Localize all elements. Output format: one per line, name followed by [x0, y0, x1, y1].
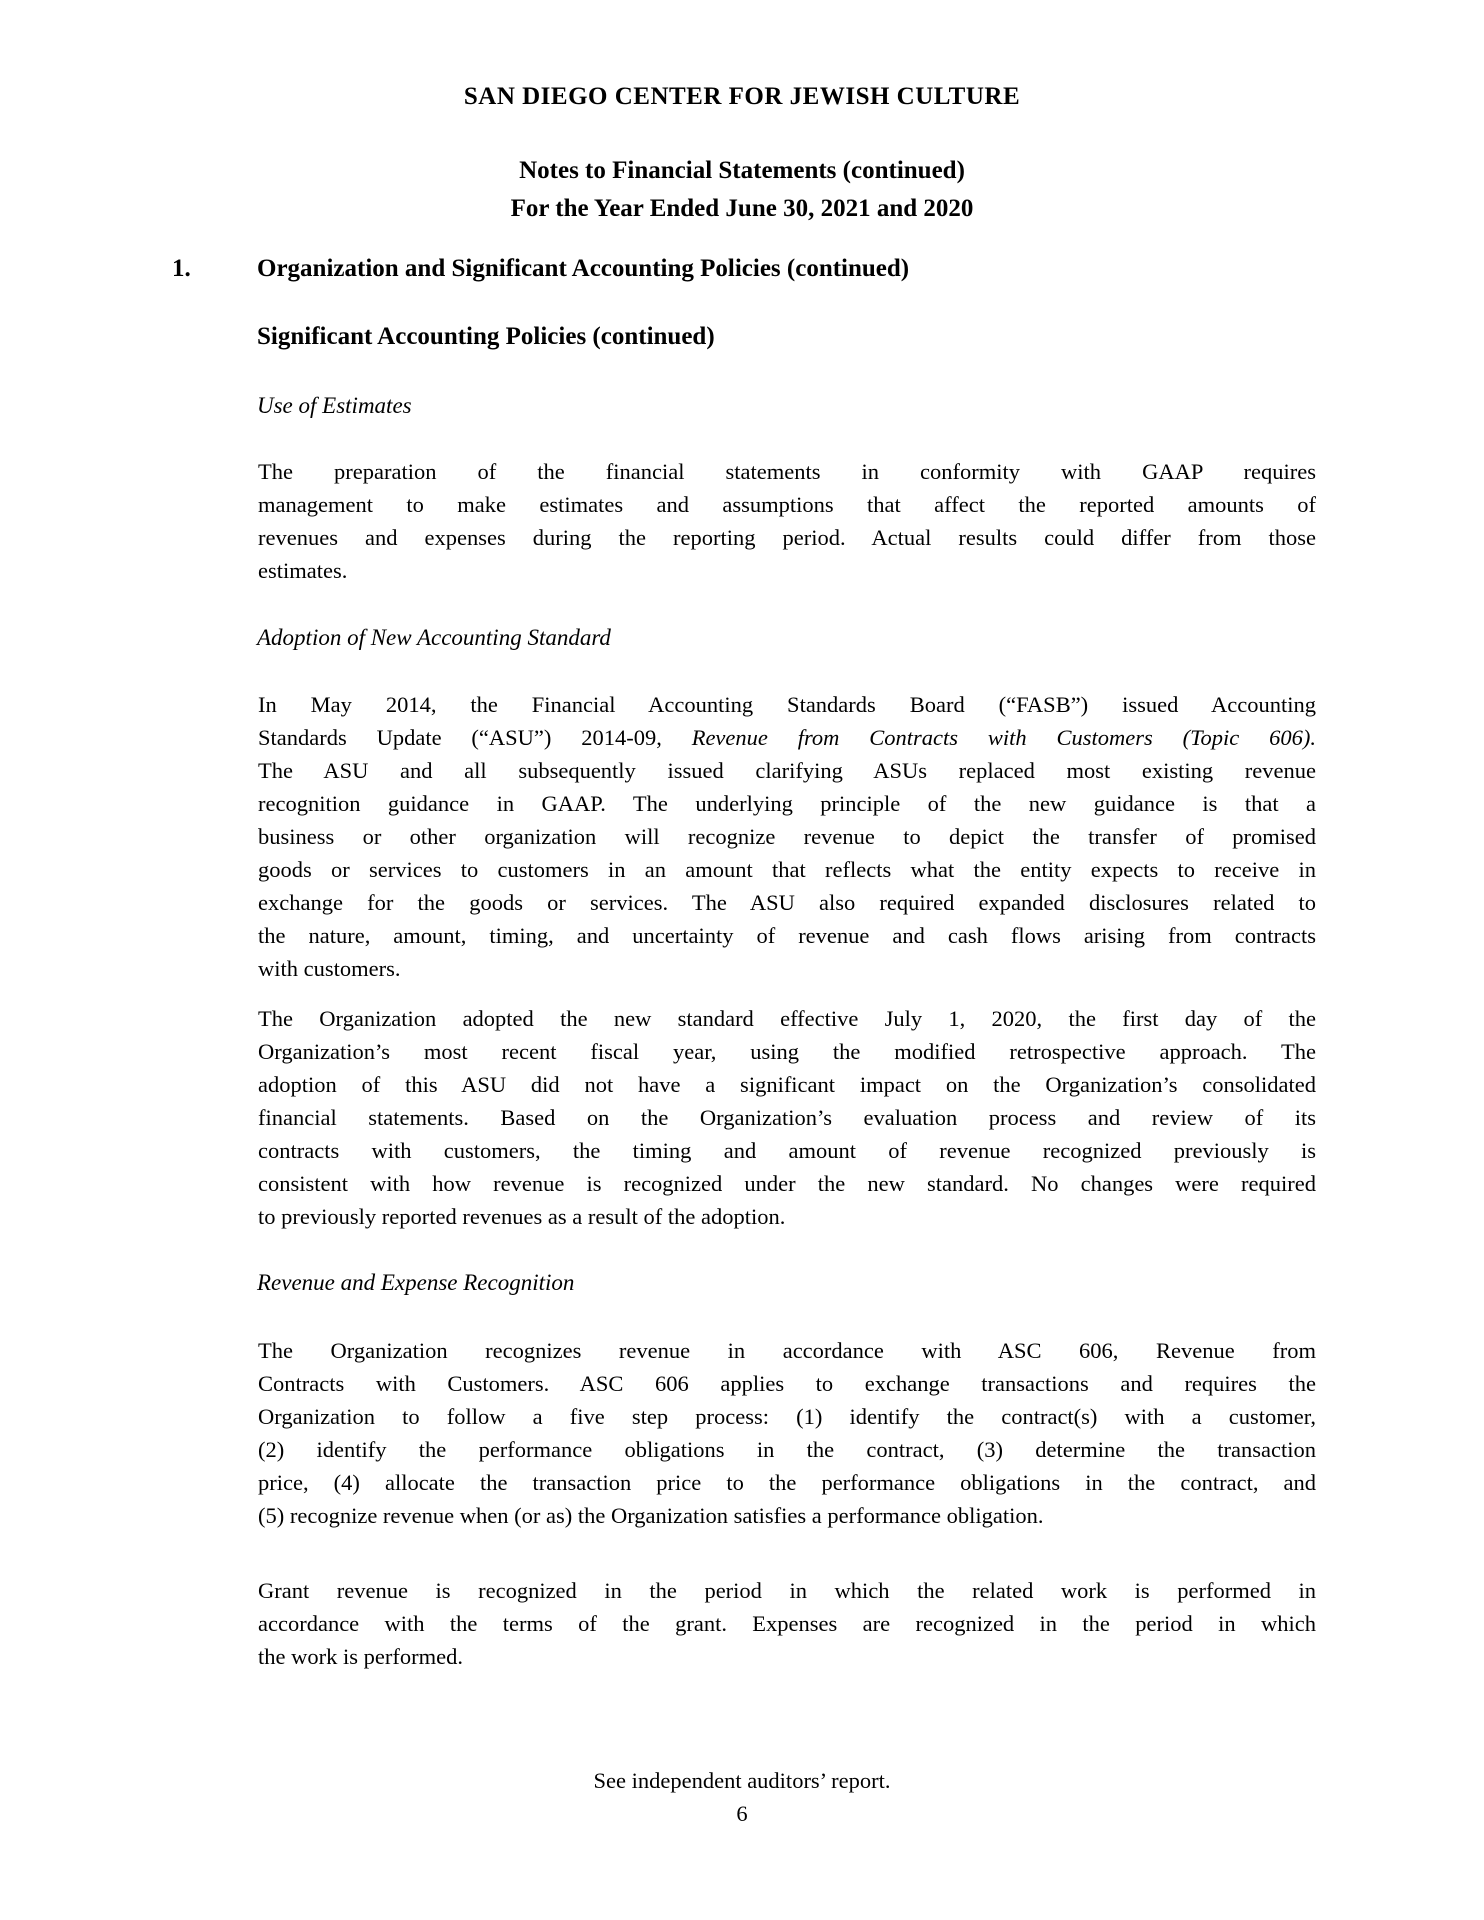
- page-footer: [0, 1764, 1484, 1830]
- paragraph-adoption-1: [258, 688, 1316, 985]
- subsection-heading-use-of-estimates: Use of Estimates: [257, 393, 412, 418]
- text-line: Organization to follow a five step process: (1) identify the contract(s) with a customer,: [258, 1404, 1316, 1429]
- text-line: Standards Update (“ASU”) 2014-09, Revenue from Contracts with Customers (Topic 606).: [258, 725, 1316, 750]
- page-number: 6: [736, 1801, 748, 1826]
- text-line: to previously reported revenues as a result of the adoption.: [258, 1204, 786, 1229]
- text-line: (2) identify the performance obligations in the contract, (3) determine the transaction: [258, 1437, 1316, 1462]
- text-line: Contracts with Customers. ASC 606 applies to exchange transactions and requires the: [258, 1371, 1316, 1396]
- auditors-report-note: See independent auditors’ report.: [593, 1768, 891, 1793]
- text-line: Organization’s most recent fiscal year, using the modified retrospective approach. The: [258, 1039, 1316, 1064]
- text-line: (5) recognize revenue when (or as) the Organization satisfies a performance obligation.: [258, 1503, 1044, 1528]
- text-line: revenues and expenses during the reporting period. Actual results could differ from those: [258, 525, 1316, 550]
- text-line: the work is performed.: [258, 1644, 463, 1669]
- text-line: exchange for the goods or services. The ASU also required expanded disclosures related to: [258, 890, 1316, 915]
- text-line: adoption of this ASU did not have a significant impact on the Organization’s consolidated: [258, 1072, 1316, 1097]
- section-number: 1.: [172, 255, 191, 282]
- document-subtitle: [0, 152, 1484, 228]
- text-line: The Organization adopted the new standard effective July 1, 2020, the first day of the: [258, 1006, 1316, 1031]
- text-line: contracts with customers, the timing and amount of revenue recognized previously is: [258, 1138, 1316, 1163]
- subsection-heading-adoption-standard: Adoption of New Accounting Standard: [257, 625, 611, 650]
- section-1-heading: [172, 252, 1316, 285]
- subtitle-line-1: Notes to Financial Statements (continued): [519, 157, 965, 184]
- text-line: The Organization recognizes revenue in accordance with ASC 606, Revenue from: [258, 1338, 1316, 1363]
- paragraph-use-of-estimates: [258, 455, 1316, 587]
- text-line: management to make estimates and assumptions that affect the reported amounts of: [258, 492, 1316, 517]
- text-line: with customers.: [258, 956, 401, 981]
- section-title: Organization and Significant Accounting Policies (continued): [257, 255, 910, 282]
- text-line: estimates.: [258, 558, 348, 583]
- text-line: Grant revenue is recognized in the period in which the related work is performed in: [258, 1578, 1316, 1603]
- text-line: business or other organization will recognize revenue to depict the transfer of promised: [258, 824, 1316, 849]
- text-line: The ASU and all subsequently issued clarifying ASUs replaced most existing revenue: [258, 758, 1316, 783]
- subsection-heading-significant-policies: Significant Accounting Policies (continued): [257, 323, 715, 350]
- text-line: price, (4) allocate the transaction price to the performance obligations in the contract, and: [258, 1470, 1316, 1495]
- text-line: financial statements. Based on the Organization’s evaluation process and review of its: [258, 1105, 1316, 1130]
- paragraph-revenue-expense-1: [258, 1334, 1316, 1532]
- paragraph-revenue-expense-2: [258, 1574, 1316, 1673]
- paragraph-adoption-2: [258, 1002, 1316, 1233]
- text-line: goods or services to customers in an amount that reflects what the entity expects to receive in: [258, 857, 1316, 882]
- subtitle-line-2: For the Year Ended June 30, 2021 and 2020: [510, 195, 974, 222]
- text-line: The preparation of the financial statements in conformity with GAAP requires: [258, 459, 1316, 484]
- subsection-heading-revenue-expense: Revenue and Expense Recognition: [257, 1270, 575, 1295]
- text-line: the nature, amount, timing, and uncertainty of revenue and cash flows arising from contracts: [258, 923, 1316, 948]
- text-line: recognition guidance in GAAP. The underlying principle of the new guidance is that a: [258, 791, 1316, 816]
- text-line: consistent with how revenue is recognized under the new standard. No changes were required: [258, 1171, 1316, 1196]
- page-title: SAN DIEGO CENTER FOR JEWISH CULTURE: [463, 83, 1021, 110]
- text-line: In May 2014, the Financial Accounting Standards Board (“FASB”) issued Accounting: [258, 692, 1316, 717]
- text-line: accordance with the terms of the grant. Expenses are recognized in the period in which: [258, 1611, 1316, 1636]
